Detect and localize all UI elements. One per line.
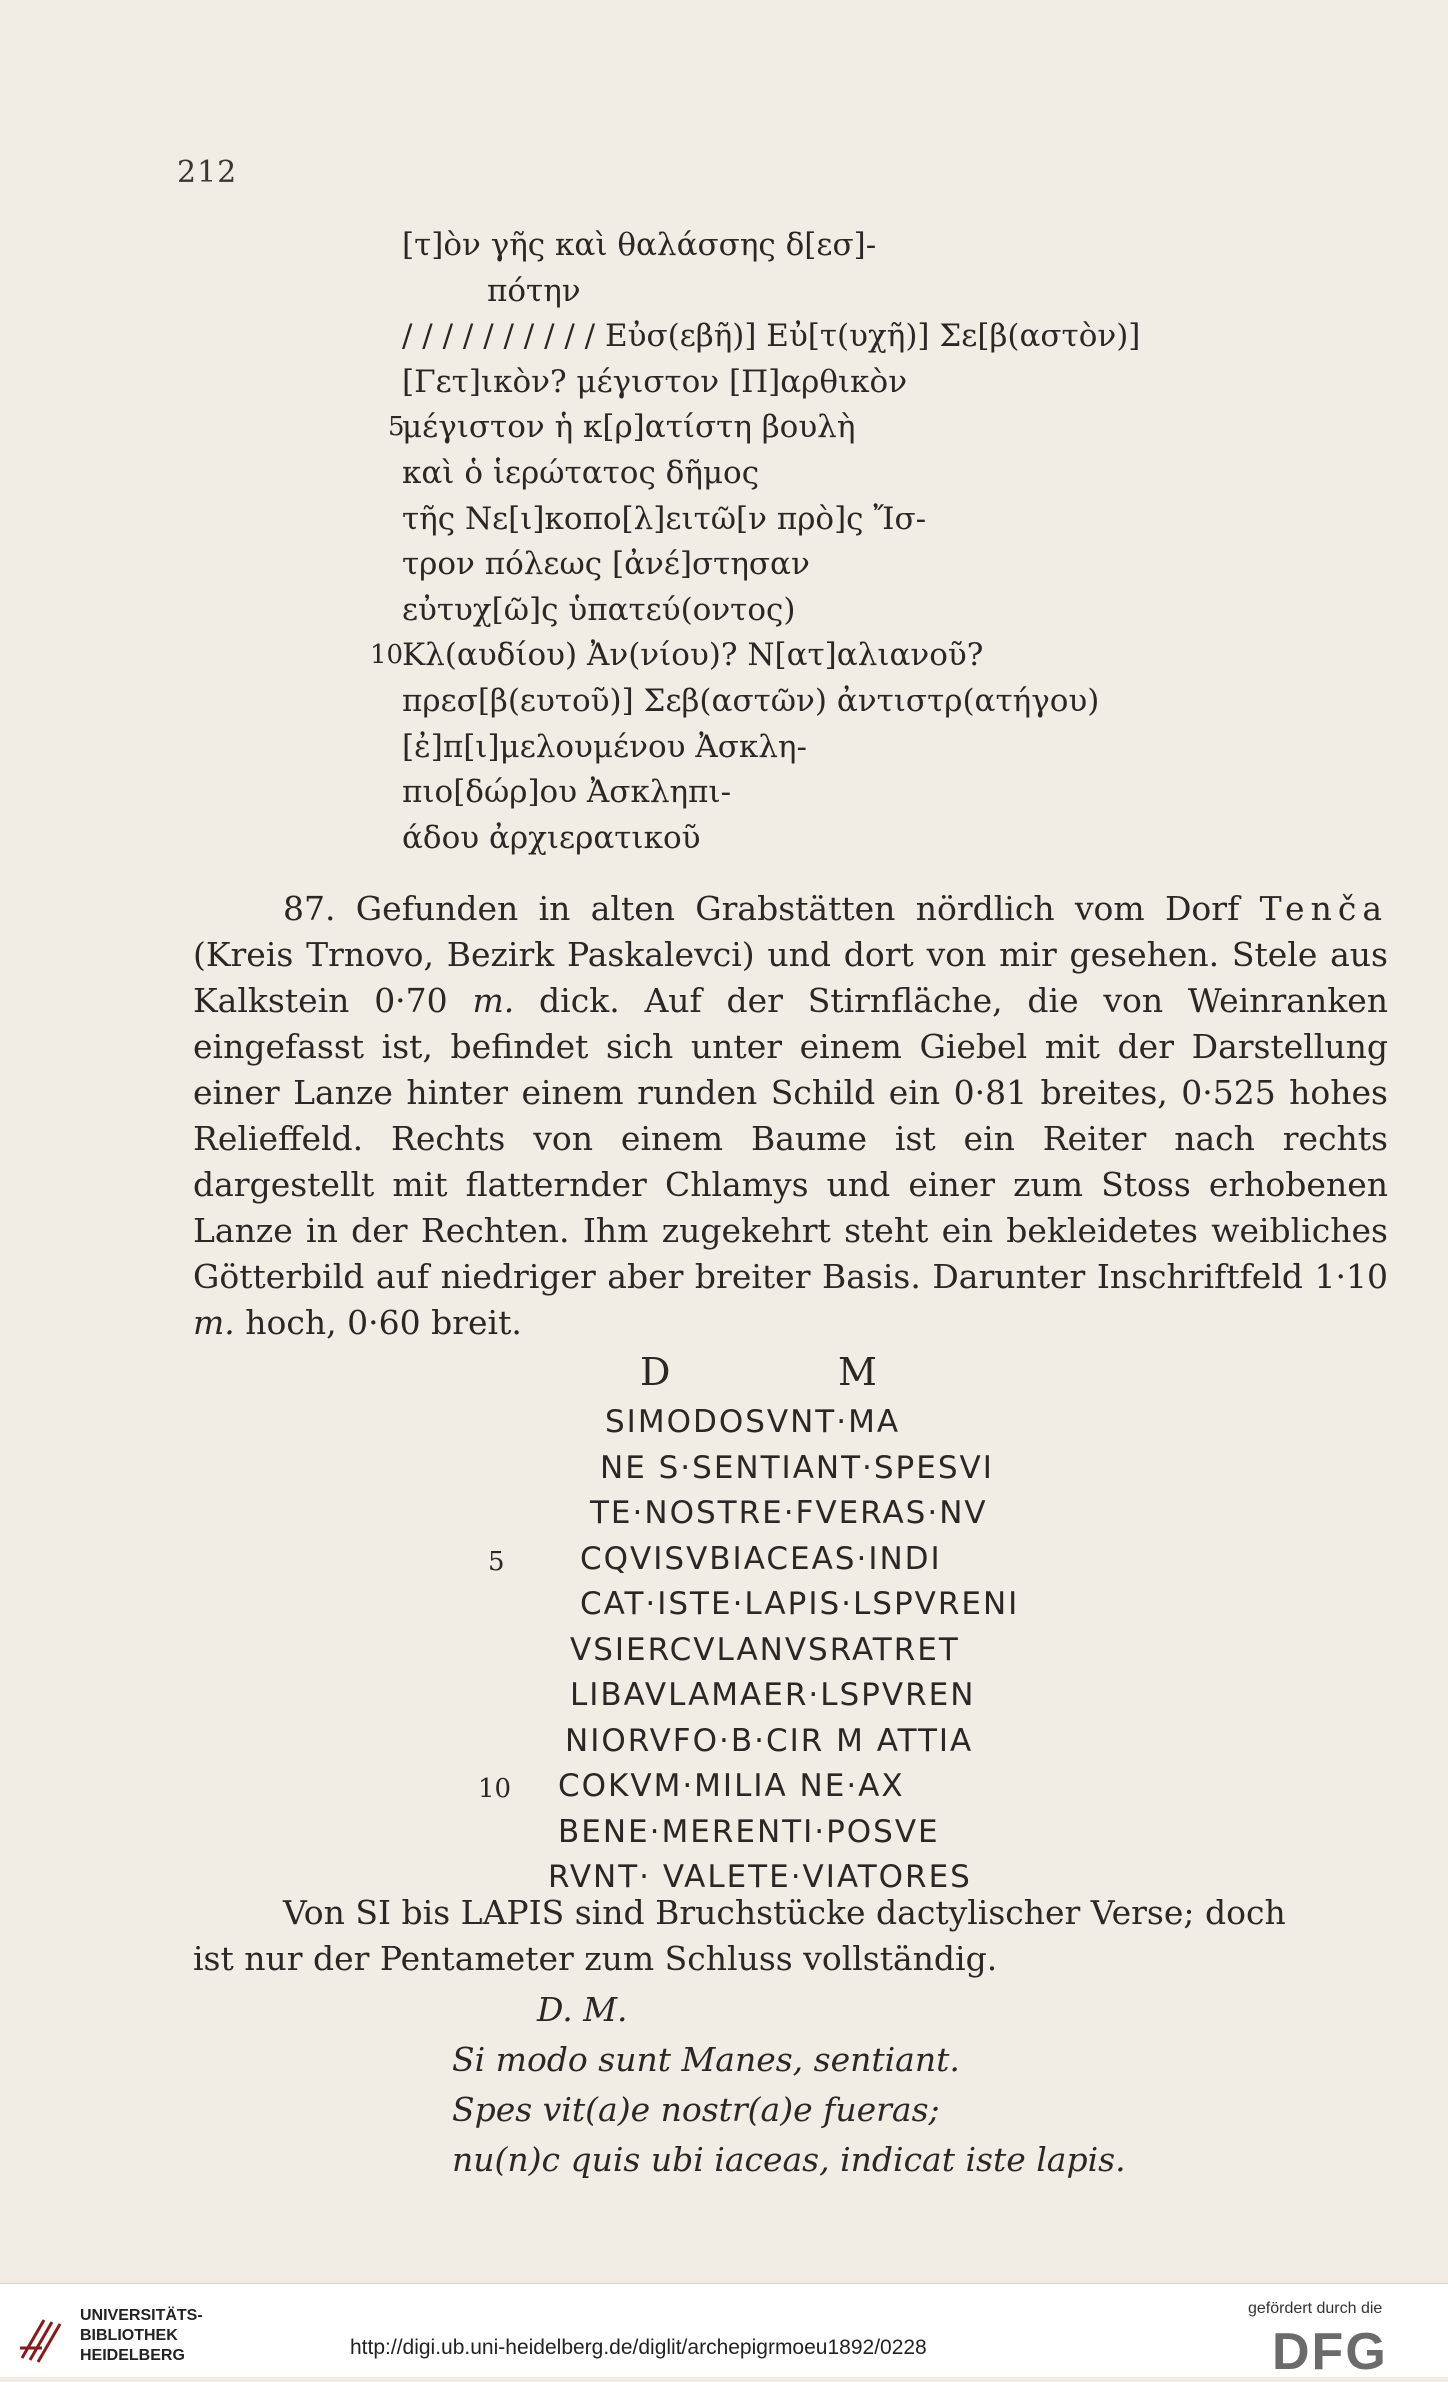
- verse-line-3: nu(n)c quis ubi iaceas, indicat iste lapis.: [452, 2140, 1126, 2179]
- greek-line: πρεσ[β(ευτοῦ)] Σεβ(αστῶν) ἀντιστρ(ατήγου): [402, 683, 1100, 719]
- library-name-line: BIBLIOTHEK: [80, 2327, 178, 2344]
- latin-line: COKVM·MILIA NE·AX: [558, 1768, 905, 1804]
- paragraph-text-2: (Kreis Trnovo, Bezirk Paskalevci) und dort von mir gesehen. Stele aus Kalkstein 0·70: [193, 935, 1388, 1020]
- permalink[interactable]: http://digi.ub.uni-heidelberg.de/diglit/archepigrmoeu1892/0228: [350, 2336, 927, 2359]
- greek-line: πιο[δώρ]ου Ἀσκληπι-: [402, 774, 732, 811]
- library-logo-icon: [14, 2310, 70, 2366]
- note-paragraph: [193, 1890, 1388, 1982]
- latin-line: LIBAVLAMAER·LSPVREN: [570, 1677, 976, 1713]
- greek-line: πότην: [487, 272, 581, 309]
- greek-line: μέγιστον ἡ κ[ρ]ατίστη βουλὴ: [402, 409, 856, 446]
- paragraph-87: [193, 886, 1388, 1346]
- place-name: Tenča: [1259, 889, 1388, 928]
- greek-line: [Γετ]ικὸν? μέγιστον [Π]αρθικὸν: [402, 363, 908, 400]
- greek-line: / / / / / / / / / / Εὐσ(εβῆ)] Εὐ[τ(υχῆ)] Σε[β(αστὸν)]: [402, 318, 1141, 355]
- latin-line: VSIERCVLANVSRATRET: [570, 1631, 960, 1668]
- library-name-line: HEIDELBERG: [80, 2347, 185, 2364]
- paragraph-text-1: Gefunden in alten Grabstätten nördlich vom Dorf: [355, 889, 1240, 928]
- note-line-2: ist nur der Pentameter zum Schluss vollständig.: [193, 1939, 998, 1978]
- note-line-1: Von SI bis LAPIS sind Bruchstücke dactylischer Verse; doch: [283, 1893, 1286, 1932]
- dfg-logo: DFG: [1272, 2323, 1388, 2381]
- line-number: 5: [388, 412, 405, 443]
- footer-bar: [0, 2284, 1448, 2377]
- greek-line: Κλ(αυδίου) Ἀν(νίου)? Ν[ατ]αλιανοῦ?: [402, 637, 984, 674]
- latin-line: TE·NOSTRE·FVERAS·NV: [590, 1495, 988, 1531]
- line-number: 5: [488, 1546, 505, 1577]
- greek-line: τρον πόλεως [ἀνέ]στησαν: [402, 546, 810, 583]
- funded-by-label: gefördert durch die: [1248, 2300, 1383, 2317]
- latin-heading-m: M: [838, 1350, 879, 1394]
- latin-line: SIMODOSVNT·MA: [605, 1404, 901, 1440]
- latin-heading-d: D: [640, 1350, 673, 1394]
- page-number: 212: [177, 155, 238, 190]
- latin-line: CQVISVBIACEAS·INDI: [580, 1540, 942, 1577]
- paragraph-text-4: hoch, 0·60 breit.: [245, 1303, 522, 1342]
- line-number: 10: [370, 640, 404, 671]
- latin-line: BENE·MERENTI·POSVE: [558, 1813, 940, 1850]
- paragraph-number: 87.: [283, 889, 336, 928]
- latin-line: CAT·ISTE·LAPIS·LSPVRENI: [580, 1586, 1020, 1622]
- greek-line: [ἐ]π[ι]μελουμένου Ἀσκλη-: [402, 728, 807, 765]
- verse-line-2: Spes vit(a)e nostr(a)e fueras;: [452, 2090, 940, 2129]
- greek-line: [τ]ὸν γῆς καὶ θαλάσσης δ[εσ]-: [402, 227, 877, 263]
- latin-line: NIORVFO·B·CIR M ATTIA: [565, 1722, 974, 1759]
- greek-line: τῆς Νε[ι]κοπο[λ]ειτῶ[ν πρὸ]ς Ἴσ-: [402, 500, 927, 537]
- unit-label: m.: [193, 1303, 235, 1342]
- library-name: [80, 2306, 203, 2366]
- greek-line: καὶ ὁ ἱερώτατος δῆμος: [402, 455, 760, 491]
- line-number: 10: [478, 1774, 512, 1804]
- library-name-line: UNIVERSITÄTS-: [80, 2307, 203, 2324]
- greek-line: εὐτυχ[ῶ]ς ὑπατεύ(οντος): [402, 591, 796, 628]
- unit-label: m.: [472, 981, 515, 1020]
- latin-line: NE S·SENTIANT·SPESVI: [600, 1449, 994, 1486]
- latin-line: RVNT· VALETE·VIATORES: [548, 1859, 972, 1895]
- paragraph-text-3: dick. Auf der Stirnfläche, die von Weinranken eingefasst ist, befindet sich unter einem Giebel mit der Darstellung einer Lanze hinter einem runden Schild ein 0·81 breites, 0·525 hohes Relieffeld. Rechts von einem Baume ist ein Reiter nach rechts dargestellt mit flatternder Chlamys und einer zum Stoss erhobenen Lanze in der Rechten. Ihm zugekehrt steht ein bekleidetes weibliches Götterbild auf niedriger aber breiter Basis. Darunter Inschriftfeld 1·10: [193, 981, 1388, 1296]
- verse-line-1: Si modo sunt Manes, sentiant.: [452, 2040, 960, 2079]
- greek-line: άδου ἀρχιερατικοῦ: [402, 819, 701, 856]
- verse-dm: D. M.: [537, 1990, 628, 2029]
